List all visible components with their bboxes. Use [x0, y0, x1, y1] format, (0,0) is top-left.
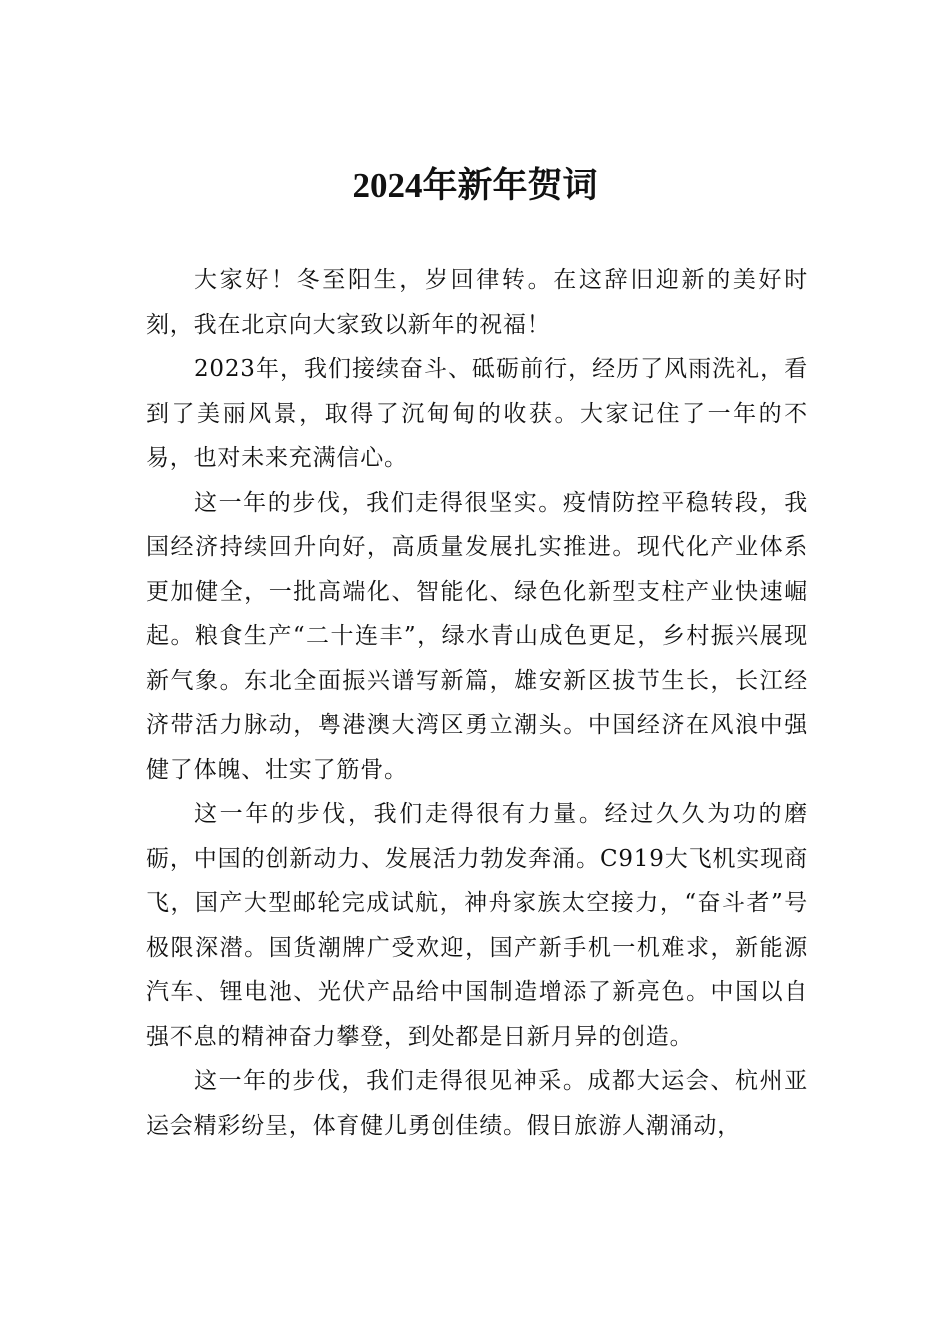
paragraph-2023-review: 2023年，我们接续奋斗、砥砺前行，经历了风雨洗礼，看到了美丽风景，取得了沉甸甸的收获。大家记住了一年的不易，也对未来充满信心。	[146, 356, 808, 471]
paragraph-innovation: 这一年的步伐，我们走得很有力量。经过久久为功的磨砺，中国的创新动力、发展活力勃发奔涌。C919大飞机实现商飞，国产大型邮轮完成试航，神舟家族太空接力，“奋斗者”号极限深潜。国货潮牌广受欢迎，国产新手机一机难求，新能源汽车、锂电池、光伏产品给中国制造增添了新亮色。中国以自强不息的精神奋力攀登，到处都是日新月异的创造。	[146, 801, 808, 1050]
document-body	[146, 258, 808, 1148]
paragraph-greeting: 大家好！冬至阳生，岁回律转。在这辞旧迎新的美好时刻，我在北京向大家致以新年的祝福！	[146, 267, 808, 338]
paragraph-economy: 这一年的步伐，我们走得很坚实。疫情防控平稳转段，我国经济持续回升向好，高质量发展扎实推进。现代化产业体系更加健全，一批高端化、智能化、绿色化新型支柱产业快速崛起。粮食生产“二十连丰”，绿水青山成色更足，乡村振兴展现新气象。东北全面振兴谱写新篇，雄安新区拔节生长，长江经济带活力脉动，粤港澳大湾区勇立潮头。中国经济在风浪中强健了体魄、壮实了筋骨。	[146, 489, 808, 783]
document-title: 2024年新年贺词	[352, 166, 598, 205]
paragraph-sports-culture: 这一年的步伐，我们走得很见神采。成都大运会、杭州亚运会精彩纷呈，体育健儿勇创佳绩。假日旅游人潮涌动，	[146, 1068, 808, 1139]
